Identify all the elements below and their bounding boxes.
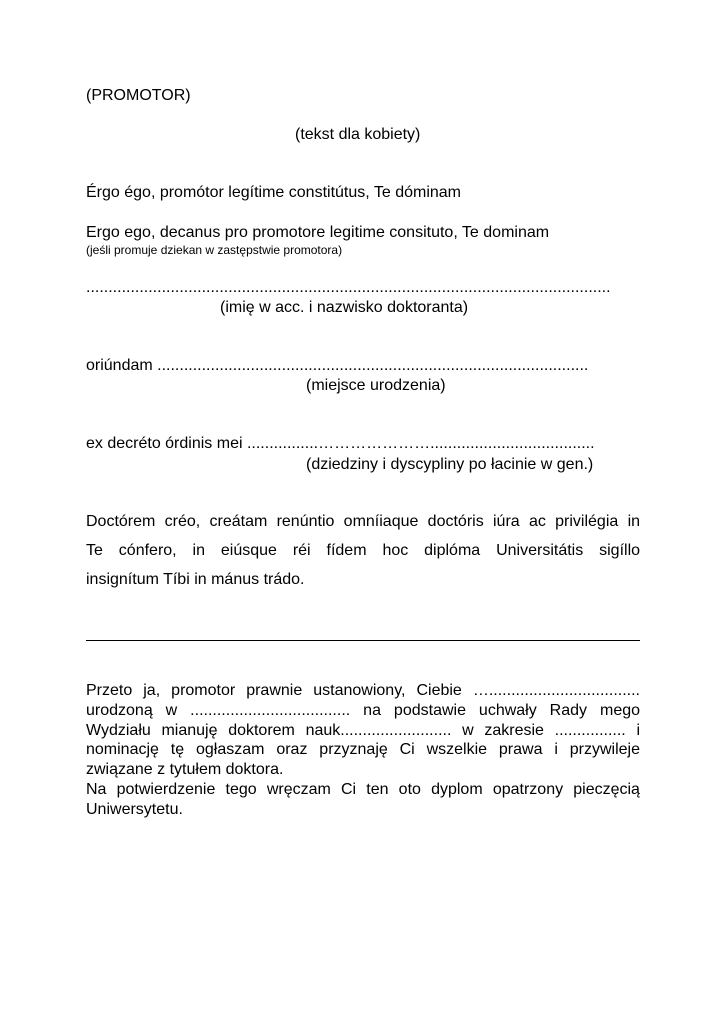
name-caption: (imię w acc. i nazwisko doktoranta): [220, 299, 469, 316]
birthplace-caption: (miejsce urodzenia): [306, 377, 446, 394]
polish-line-3: Wydziału mianuję doktorem nauk......................... w zakresie ................ i: [86, 722, 640, 739]
divider-line: [86, 640, 640, 641]
polish-line-5: związane z tytułem doktora.: [86, 761, 284, 778]
polish-line-1: Przeto ja, promotor prawnie ustanowiony, Ciebie …..................................: [86, 682, 640, 699]
conferral-line-1: Doctórem créo, creátam renúntio omníiaque doctóris iúra ac privilégia in: [86, 513, 641, 530]
decree-line: ex decréto órdinis mei ................………………….....................................: [86, 435, 595, 452]
polish-line-2: urodzoną w .................................... na podstawie uchwały Rady mego: [86, 702, 641, 719]
conferral-line-2: Te cónfero, in eiúsque réi fídem hoc diplóma Universitátis sigíllo: [86, 542, 641, 559]
name-fill-line: ......................................................................................................................: [86, 280, 611, 296]
polish-line-6: Na potwierdzenie tego wręczam Ci ten oto dyplom opatrzony pieczęcią: [86, 781, 640, 798]
polish-line-4: nominację tę ogłaszam oraz przyznaję Ci wszelkie prawa i przywileje: [86, 741, 640, 758]
variant-note: (tekst dla kobiety): [295, 126, 421, 143]
dean-note: (jeśli promuje dziekan w zastępstwie promotora): [86, 243, 343, 257]
birthplace-line: oriúndam .................................................................................................: [86, 357, 589, 374]
role-heading: (PROMOTOR): [86, 87, 191, 104]
conferral-line-3: insignítum Tíbi in mánus trádo.: [86, 571, 305, 588]
polish-line-7: Uniwersytetu.: [86, 801, 183, 818]
decree-caption: (dziedziny i dyscypliny po łacinie w gen.): [306, 456, 594, 473]
latin-line-dean: Ergo ego, decanus pro promotore legitime consituto, Te dominam: [86, 224, 550, 241]
latin-line-promoter: Érgo égo, promótor legítime constitútus, Te dóminam: [86, 184, 461, 201]
